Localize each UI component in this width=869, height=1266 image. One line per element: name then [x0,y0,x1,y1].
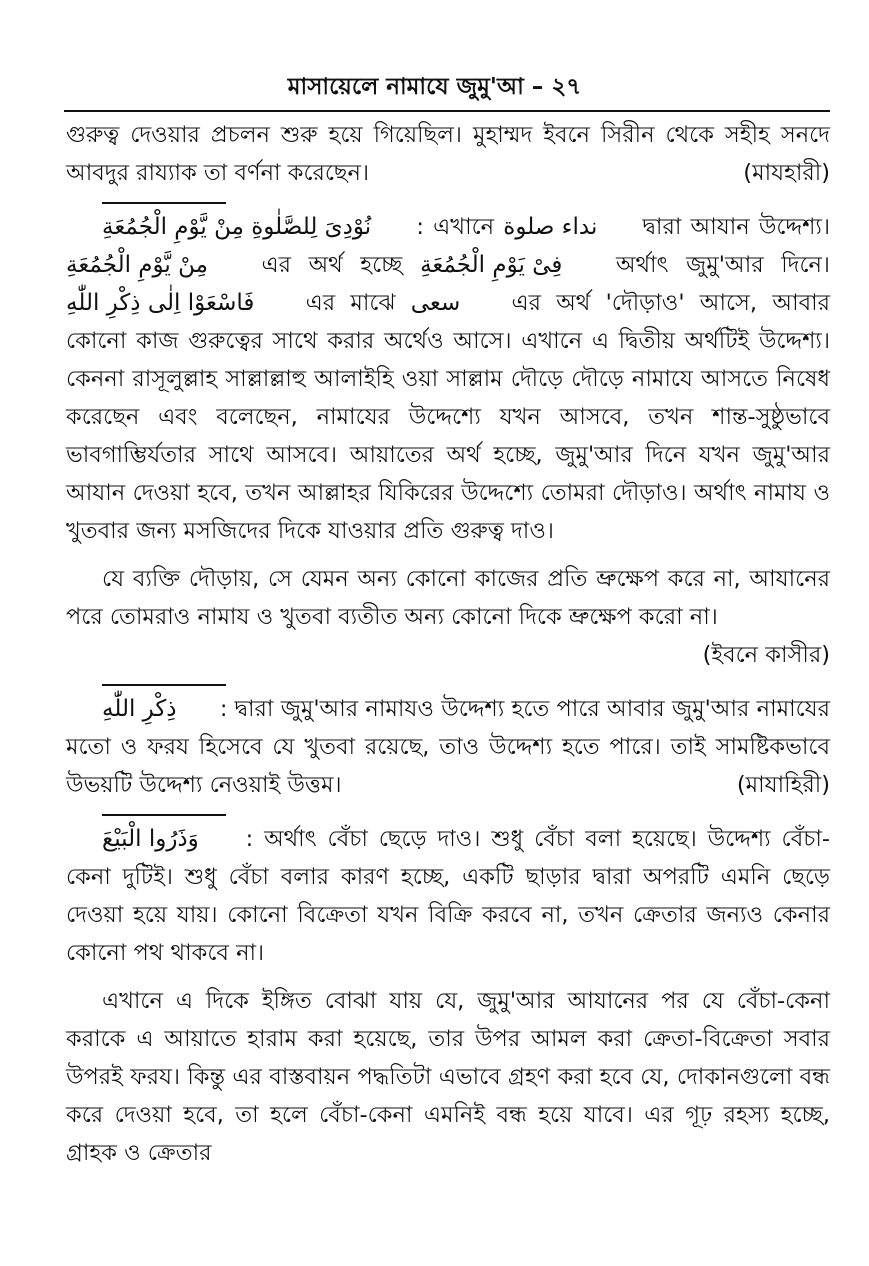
paragraph-1-text: গুরুত্ব দেওয়ার প্রচলন শুরু হয়ে গিয়েছিল। মুহাম্মদ ইবনে সিরীন থেকে সহীহ সনদে আবদুর রায্যাক তা বর্ণনা করেছেন। [66,122,830,186]
paragraph-2-text: এর অর্থ 'দৌড়াও' আসে, আবার কোনো কাজ গুরুত্বের সাথে করার অর্থেও আসে। এখানে এ দ্বিতীয় অর্থটিই উদ্দেশ্য। কেননা রাসূলুল্লাহ সাল্লাল্লাহু আলাইহি ওয়া সাল্লাম দৌড়ে দৌড়ে নামাযে আসতে নিষেধ করেছেন এবং বলেছেন, নামাযের উদ্দেশ্যে যখন আসবে, তখন শান্ত-সুষ্ঠুভাবে ভাবগাম্ভির্যতার সাথে আসবে। আয়াতের অর্থ হচ্ছে, জুমু'আর দিনে যখন জুমু'আর আযান দেওয়া হবে, তখন আল্লাহর যিকিরের উদ্দেশ্যে তোমরা দৌড়াও। অর্থাৎ নামায ও খুতবার জন্য মসজিদের দিকে যাওয়ার প্রতি গুরুত্ব দাও। [66,290,830,544]
arabic-word: سعى [410,290,461,316]
arabic-phrase: ذِكْرِ اللّٰهِ [102,696,177,722]
paragraph-4 [66,690,830,804]
arabic-phrase: فِىْ يَوْمِ الْجُمُعَةِ [420,252,563,278]
paragraph-4-text: : দ্বারা জুমু'আর নামাযও উদ্দেশ্য হতে পারে আবার জুমু'আর নামাযের মতো ও ফরয হিসেবে যে খুতবা রয়েছে, তাও উদ্দেশ্য হতে পারে। তাই সামষ্টিকভাবে উভয়টি উদ্দেশ্য নেওয়াই উত্তম। [66,696,830,798]
paragraph-2-text: এর মাঝে [290,290,411,316]
section-rule [102,684,226,686]
arabic-phrase: فَاسْعَوْا اِلٰى ذِكْرِ اللّٰهِ [66,290,255,316]
paragraph-2-text: এর অর্থ হচ্ছে [243,252,421,278]
arabic-phrase: مِنْ يَّوْمِ الْجُمُعَةِ [66,252,208,278]
paragraph-2-text: : এখানে [407,214,504,240]
paragraph-5-text: : অর্থাৎ বেঁচা ছেড়ে দাও। শুধু বেঁচা বলা হয়েছে। উদ্দেশ্য বেঁচা-কেনা দুটিই। শুধু বেঁচা বলার কারণ হচ্ছে, একটি ছাড়ার দ্বারা অপরটি এমনি ছেড়ে দেওয়া হয়ে যায়। কোনো বিক্রেতা যখন বিক্রি করবে না, তখন ক্রেতার জন্যও কেনার কোনো পথ থাকবে না। [66,826,830,966]
paragraph-2-text: দ্বারা আযান উদ্দেশ্য। [633,214,830,240]
running-header: মাসায়েলে নামাযে জুমু'আ – ২৭ [287,74,582,100]
arabic-phrase: وَذَرُوا الْبَيْعَ [102,826,199,852]
paragraph-3-text: যে ব্যক্তি দৌড়ায়, সে যেমন অন্য কোনো কাজের প্রতি ভ্রুক্ষেপ করে না, আযানের পরে তোমরাও নামায ও খুতবা ব্যতীত অন্য কোনো দিকে ভ্রুক্ষেপ করো না। [66,566,830,630]
section-rule [102,202,226,204]
paragraph-3 [66,560,830,668]
paragraph-6 [66,982,830,1172]
paragraph-6-text: এখানে এ দিকে ইঙ্গিত বোঝা যায় যে, জুমু'আর আযানের পর যে বেঁচা-কেনা করাকে এ আয়াতে হারাম করা হয়েছে, তার উপর আমল করা ক্রেতা-বিক্রেতা সবার উপরই ফরয। কিন্তু এর বাস্তবায়ন পদ্ধতিটা এভাবে গ্রহণ করা হবে যে, দোকানগুলো বন্ধ করে দেওয়া হবে, তা হলে বেঁচা-কেনা এমনিই বন্ধ হয়ে যাবে। এর গূঢ় রহস্য হচ্ছে, গ্রাহক ও ক্রেতার [66,988,830,1166]
section-rule [102,814,226,816]
paragraph-2-text: অর্থাৎ জুমু'আর দিনে। [598,252,830,278]
paragraph-2 [66,208,830,550]
arabic-verse: نُوْدِىَ لِلصَّلٰوةِ مِنْ يَّوْمِ الْجُمُعَةِ [102,214,372,240]
page-body [66,116,830,1172]
header-rule [64,110,830,112]
paragraph-1 [66,116,830,192]
source-citation: (ইবনে কাসীর) [702,642,830,668]
source-citation: (মাযহারী) [743,160,830,186]
paragraph-5 [66,820,830,972]
source-citation: (মাযাহিরী) [736,772,830,798]
arabic-phrase: نداء صلوة [503,214,598,240]
